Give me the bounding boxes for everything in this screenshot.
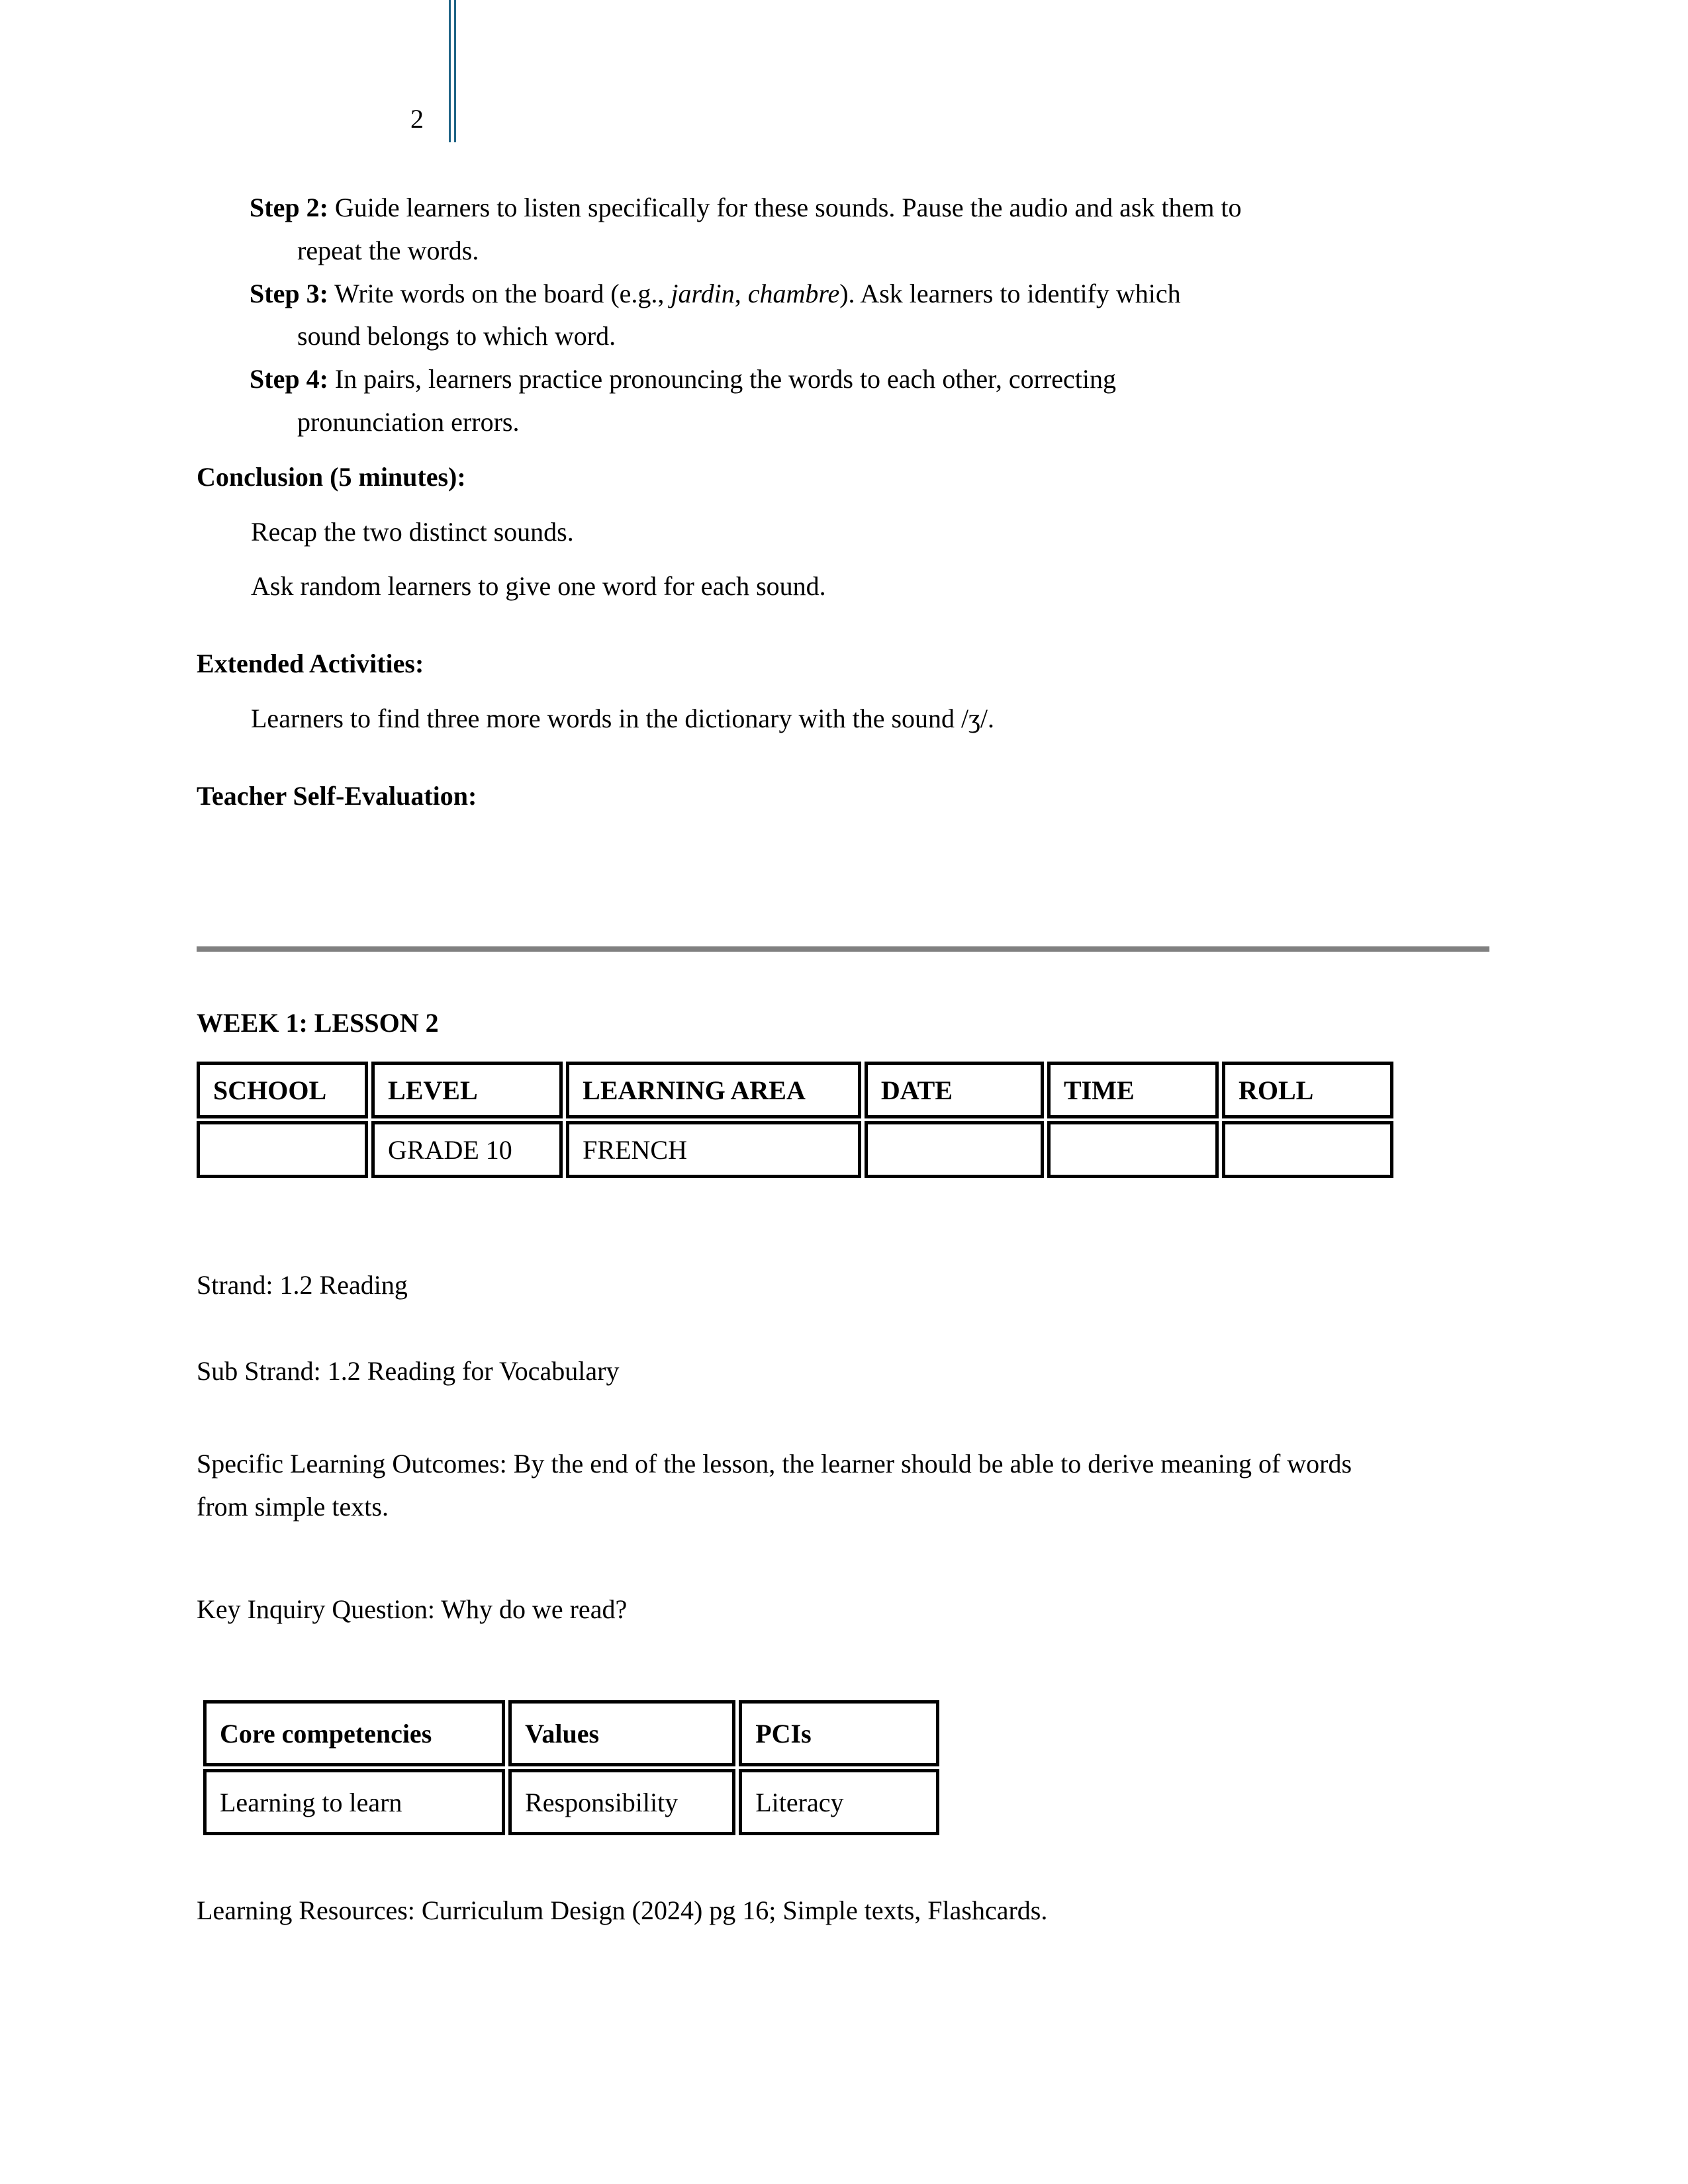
- step-4-continuation: pronunciation errors.: [297, 406, 520, 437]
- info-header-level: LEVEL: [371, 1062, 563, 1118]
- step-3-label: Step 3:: [250, 278, 328, 308]
- competencies-table-container: [200, 1698, 943, 1838]
- info-header-roll: ROLL: [1222, 1062, 1393, 1118]
- page-header: [0, 0, 1688, 159]
- teacher-self-evaluation-heading: Teacher Self-Evaluation:: [197, 780, 477, 811]
- lesson-info-table-container: [193, 1059, 1397, 1181]
- step-3-italic-chambre: chambre: [747, 278, 840, 308]
- table-row: [203, 1700, 939, 1766]
- specific-learning-outcomes: Specific Learning Outcomes: By the end of the lesson, the learner should be able to derive meaning of words from simple texts.: [197, 1449, 1352, 1522]
- table-row: [197, 1062, 1393, 1118]
- info-header-learning-area: LEARNING AREA: [566, 1062, 861, 1118]
- strand-line: Strand: 1.2 Reading: [197, 1270, 408, 1300]
- section-divider: [197, 946, 1489, 952]
- step-2-text: Guide learners to listen specifically for these sounds. Pause the audio and ask them to: [328, 193, 1242, 222]
- conclusion-heading: Conclusion (5 minutes):: [197, 461, 466, 492]
- step-3-continuation: sound belongs to which word.: [297, 321, 616, 351]
- table-row: [197, 1121, 1393, 1178]
- extended-activities-line: Learners to find three more words in the dictionary with the sound /ʒ/.: [251, 703, 995, 733]
- lesson-heading: WEEK 1: LESSON 2: [197, 1008, 439, 1038]
- step-4-paragraph: [197, 358, 1494, 444]
- competencies-table: [200, 1698, 943, 1838]
- spacer: [197, 741, 1494, 763]
- step-2-paragraph: [197, 187, 1494, 273]
- info-value-level[interactable]: GRADE 10: [371, 1121, 563, 1178]
- meta-header-values: Values: [508, 1700, 735, 1766]
- info-value-date[interactable]: [865, 1121, 1044, 1178]
- step-2-label: Step 2:: [250, 193, 328, 222]
- step-4-label: Step 4:: [250, 364, 328, 394]
- meta-value-pcis[interactable]: Literacy: [739, 1769, 939, 1835]
- sub-strand-line: Sub Strand: 1.2 Reading for Vocabulary: [197, 1356, 620, 1386]
- conclusion-line-1: Recap the two distinct sounds.: [251, 516, 574, 547]
- info-header-school: SCHOOL: [197, 1062, 368, 1118]
- spacer: [197, 608, 1494, 631]
- step-3-paragraph: [197, 273, 1494, 359]
- header-accent-rule: [449, 0, 456, 142]
- info-value-school[interactable]: [197, 1121, 368, 1178]
- info-value-learning-area[interactable]: FRENCH: [566, 1121, 861, 1178]
- meta-header-core-competencies: Core competencies: [203, 1700, 505, 1766]
- info-header-time: TIME: [1047, 1062, 1219, 1118]
- step-3-text-after: ). Ask learners to identify which: [839, 278, 1181, 308]
- lesson-info-table: [193, 1059, 1397, 1181]
- conclusion-line-2: Ask random learners to give one word for each sound.: [251, 571, 826, 602]
- info-value-roll[interactable]: [1222, 1121, 1393, 1178]
- info-value-time[interactable]: [1047, 1121, 1219, 1178]
- info-header-date: DATE: [865, 1062, 1044, 1118]
- table-row: [203, 1769, 939, 1835]
- learning-resources-line: Learning Resources: Curriculum Design (2024) pg 16; Simple texts, Flashcards.: [197, 1895, 1048, 1925]
- page-number: 2: [410, 104, 424, 134]
- meta-value-core-competencies[interactable]: Learning to learn: [203, 1769, 505, 1835]
- step-3-text-mid: ,: [734, 278, 748, 308]
- extended-activities-heading: Extended Activities:: [197, 649, 424, 679]
- main-content: [197, 187, 1494, 818]
- step-4-text: In pairs, learners practice pronouncing the words to each other, correcting: [328, 364, 1117, 394]
- step-3-text-before: Write words on the board (e.g.,: [328, 278, 671, 308]
- step-3-italic-jardin: jardin: [671, 278, 735, 308]
- step-2-continuation: repeat the words.: [297, 235, 479, 265]
- key-inquiry-question: Key Inquiry Question: Why do we read?: [197, 1594, 628, 1624]
- meta-header-pcis: PCIs: [739, 1700, 939, 1766]
- meta-value-values[interactable]: Responsibility: [508, 1769, 735, 1835]
